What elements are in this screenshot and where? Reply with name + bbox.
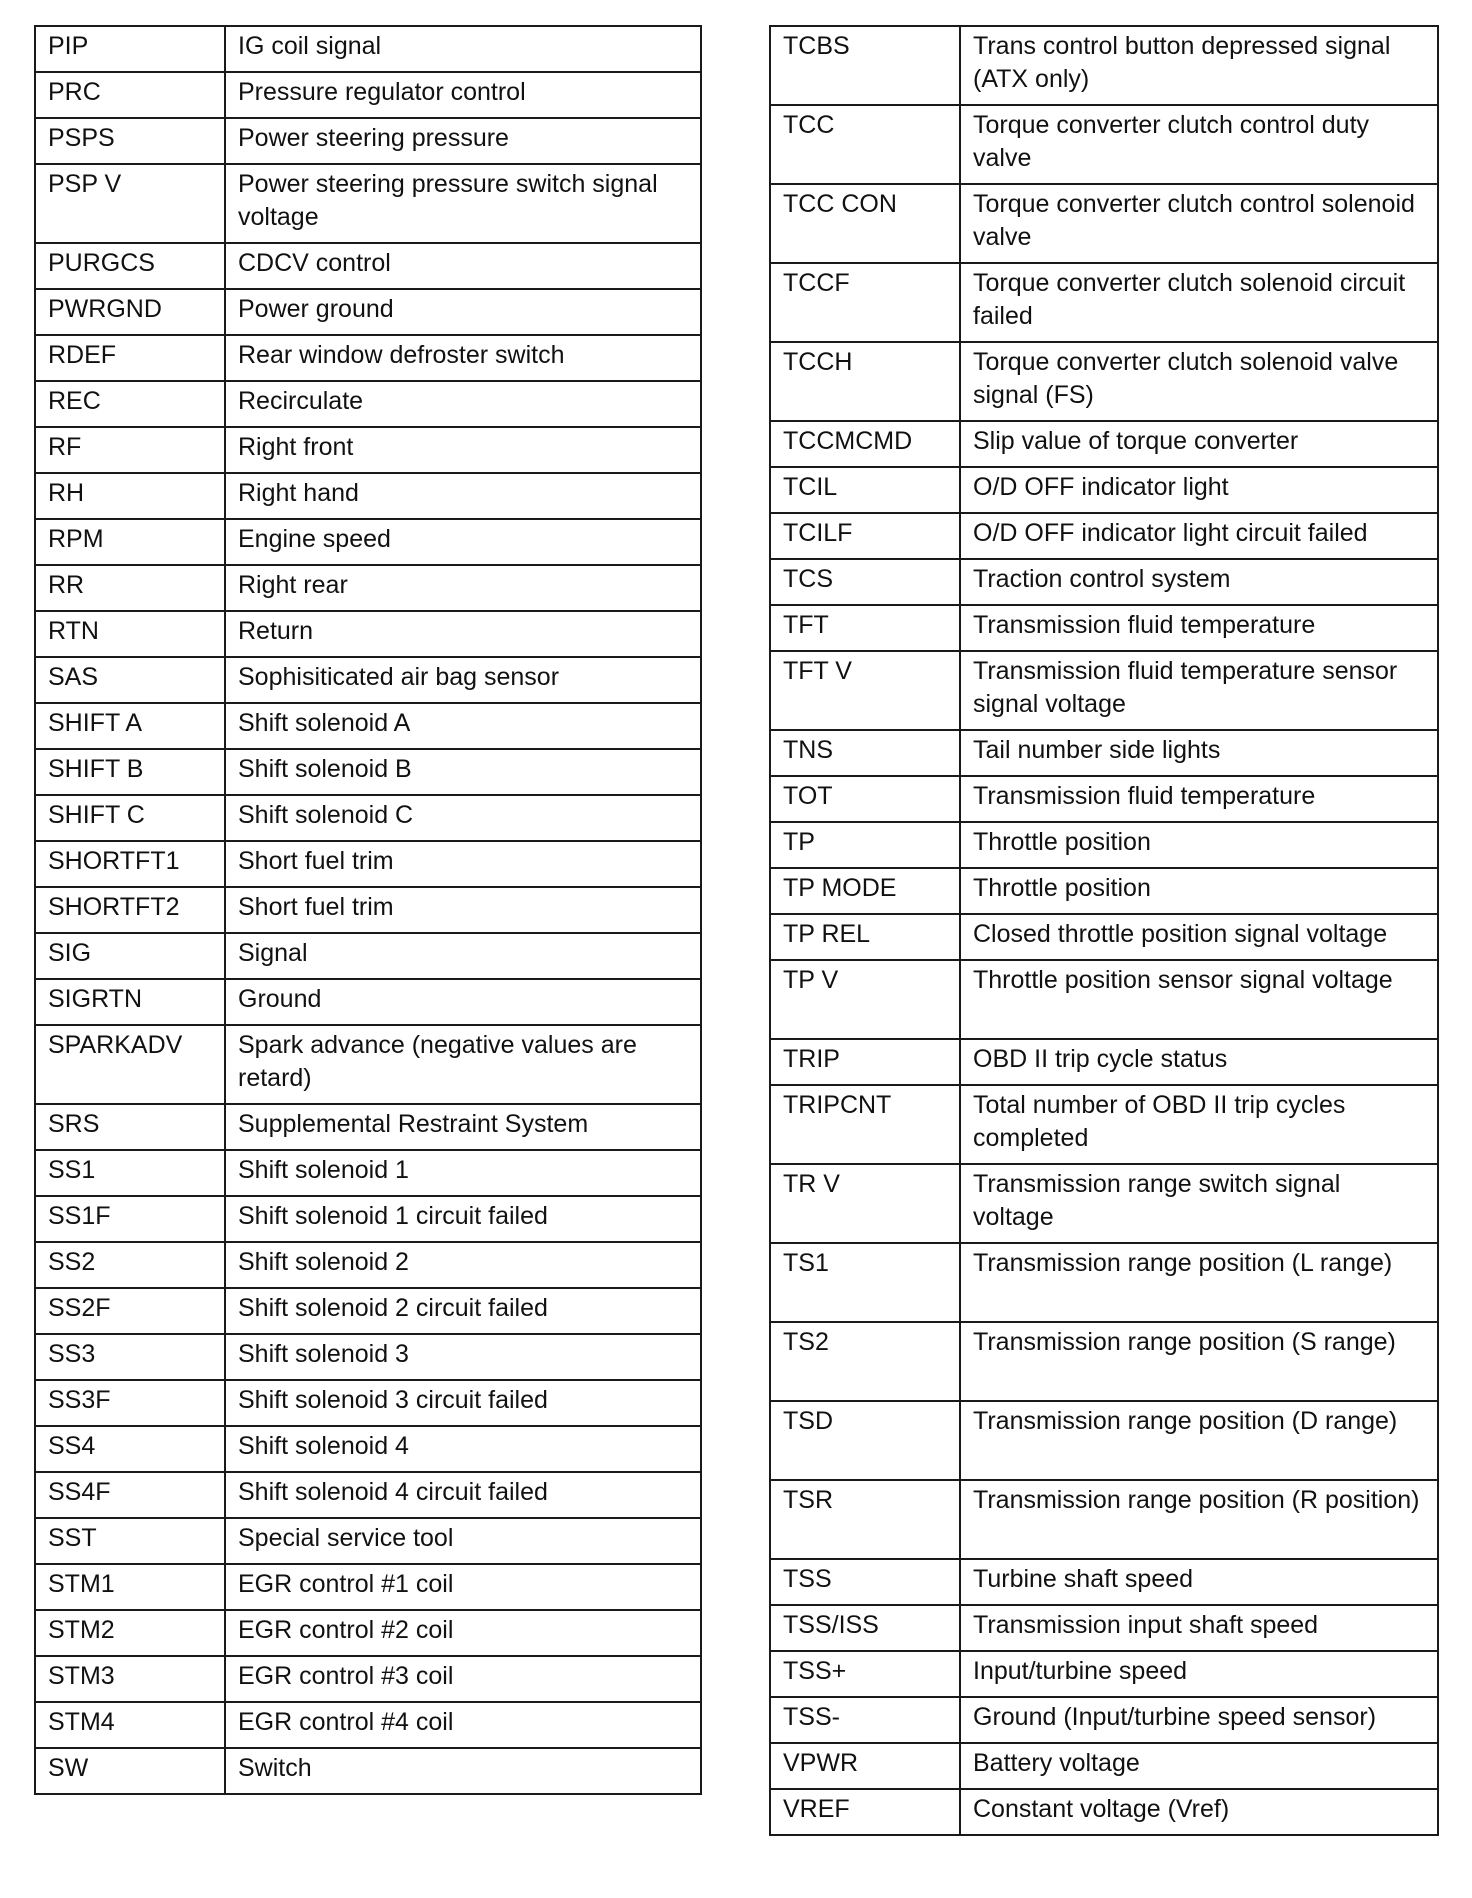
abbr-cell: TSS/ISS <box>770 1605 960 1651</box>
table-row <box>35 1702 701 1748</box>
abbreviation-table-right <box>769 25 1439 1836</box>
desc-cell: Transmission range position (S range) <box>960 1322 1438 1401</box>
desc-cell: Power steering pressure <box>225 118 701 164</box>
abbr-cell: SRS <box>35 1104 225 1150</box>
abbr-cell: PIP <box>35 26 225 72</box>
desc-cell: Short fuel trim <box>225 887 701 933</box>
desc-cell: EGR control #1 coil <box>225 1564 701 1610</box>
table-row <box>35 1564 701 1610</box>
table-row <box>35 1472 701 1518</box>
abbr-cell: TCILF <box>770 513 960 559</box>
table-row <box>770 730 1438 776</box>
desc-cell: Right rear <box>225 565 701 611</box>
abbr-cell: PRC <box>35 72 225 118</box>
table-row <box>770 822 1438 868</box>
table-row <box>770 1697 1438 1743</box>
abbr-cell: SHIFT B <box>35 749 225 795</box>
table-row <box>35 1380 701 1426</box>
abbr-cell: SS2F <box>35 1288 225 1334</box>
abbr-cell: RDEF <box>35 335 225 381</box>
abbr-cell: SHORTFT2 <box>35 887 225 933</box>
abbr-cell: TS2 <box>770 1322 960 1401</box>
table-row <box>770 1243 1438 1322</box>
table-row <box>35 473 701 519</box>
desc-cell: Shift solenoid 4 <box>225 1426 701 1472</box>
abbr-cell: SHIFT A <box>35 703 225 749</box>
desc-cell: Special service tool <box>225 1518 701 1564</box>
desc-cell: Turbine shaft speed <box>960 1559 1438 1605</box>
abbr-cell: SST <box>35 1518 225 1564</box>
desc-cell: Transmission fluid temperature sensor signal voltage <box>960 651 1438 730</box>
desc-cell: Spark advance (negative values are retard) <box>225 1025 701 1104</box>
table-row <box>770 651 1438 730</box>
abbr-cell: RH <box>35 473 225 519</box>
desc-cell: Input/turbine speed <box>960 1651 1438 1697</box>
abbr-cell: STM2 <box>35 1610 225 1656</box>
table-row <box>770 1085 1438 1164</box>
abbr-cell: TSR <box>770 1480 960 1559</box>
table-row <box>35 979 701 1025</box>
abbr-cell: TFT V <box>770 651 960 730</box>
desc-cell: EGR control #3 coil <box>225 1656 701 1702</box>
abbr-cell: SIGRTN <box>35 979 225 1025</box>
abbr-cell: TR V <box>770 1164 960 1243</box>
abbr-cell: TFT <box>770 605 960 651</box>
abbr-cell: TNS <box>770 730 960 776</box>
desc-cell: Battery voltage <box>960 1743 1438 1789</box>
table-row <box>35 519 701 565</box>
desc-cell: Shift solenoid 1 circuit failed <box>225 1196 701 1242</box>
abbr-cell: TCC <box>770 105 960 184</box>
table-row <box>35 611 701 657</box>
abbr-cell: TSS- <box>770 1697 960 1743</box>
abbr-cell: SS3 <box>35 1334 225 1380</box>
abbr-cell: TSS <box>770 1559 960 1605</box>
table-row <box>35 1288 701 1334</box>
desc-cell: Return <box>225 611 701 657</box>
abbr-cell: RTN <box>35 611 225 657</box>
abbr-cell: RF <box>35 427 225 473</box>
table-row <box>35 381 701 427</box>
table-row <box>35 1610 701 1656</box>
desc-cell: Throttle position <box>960 868 1438 914</box>
desc-cell: Slip value of torque converter <box>960 421 1438 467</box>
abbr-cell: TP REL <box>770 914 960 960</box>
table-row <box>35 26 701 72</box>
abbr-cell: SS2 <box>35 1242 225 1288</box>
table-row <box>770 513 1438 559</box>
table-row <box>770 184 1438 263</box>
desc-cell: Recirculate <box>225 381 701 427</box>
table-row <box>770 263 1438 342</box>
abbr-cell: REC <box>35 381 225 427</box>
desc-cell: Sophisiticated air bag sensor <box>225 657 701 703</box>
desc-cell: Engine speed <box>225 519 701 565</box>
abbr-cell: SW <box>35 1748 225 1794</box>
table-row <box>35 1104 701 1150</box>
desc-cell: Ground <box>225 979 701 1025</box>
desc-cell: Shift solenoid A <box>225 703 701 749</box>
abbr-cell: TCBS <box>770 26 960 105</box>
desc-cell: O/D OFF indicator light <box>960 467 1438 513</box>
abbr-cell: TRIPCNT <box>770 1085 960 1164</box>
abbr-cell: TP V <box>770 960 960 1039</box>
abbr-cell: TSD <box>770 1401 960 1480</box>
desc-cell: Pressure regulator control <box>225 72 701 118</box>
table-row <box>35 887 701 933</box>
table-row <box>770 1605 1438 1651</box>
desc-cell: Trans control button depressed signal (ATX only) <box>960 26 1438 105</box>
abbr-cell: PURGCS <box>35 243 225 289</box>
table-row <box>35 243 701 289</box>
abbr-cell: PSPS <box>35 118 225 164</box>
table-row <box>770 467 1438 513</box>
desc-cell: Shift solenoid 1 <box>225 1150 701 1196</box>
table-row <box>35 1150 701 1196</box>
abbr-cell: SS4 <box>35 1426 225 1472</box>
abbr-cell: SS3F <box>35 1380 225 1426</box>
abbr-cell: VPWR <box>770 1743 960 1789</box>
desc-cell: Transmission fluid temperature <box>960 776 1438 822</box>
desc-cell: Shift solenoid 3 <box>225 1334 701 1380</box>
table-row <box>35 657 701 703</box>
table-row <box>770 26 1438 105</box>
desc-cell: Rear window defroster switch <box>225 335 701 381</box>
abbr-cell: TCCH <box>770 342 960 421</box>
table-row <box>35 1334 701 1380</box>
table-row <box>35 565 701 611</box>
table-row <box>770 776 1438 822</box>
table-row <box>770 605 1438 651</box>
table-row <box>770 1789 1438 1835</box>
desc-cell: Transmission range position (R position) <box>960 1480 1438 1559</box>
table-row <box>35 795 701 841</box>
table-row <box>770 960 1438 1039</box>
desc-cell: OBD II trip cycle status <box>960 1039 1438 1085</box>
desc-cell: Signal <box>225 933 701 979</box>
desc-cell: O/D OFF indicator light circuit failed <box>960 513 1438 559</box>
abbr-cell: STM3 <box>35 1656 225 1702</box>
abbr-cell: STM4 <box>35 1702 225 1748</box>
desc-cell: Switch <box>225 1748 701 1794</box>
desc-cell: Closed throttle position signal voltage <box>960 914 1438 960</box>
desc-cell: Shift solenoid 2 circuit failed <box>225 1288 701 1334</box>
abbr-cell: PSP V <box>35 164 225 243</box>
desc-cell: Torque converter clutch solenoid valve signal (FS) <box>960 342 1438 421</box>
abbr-cell: VREF <box>770 1789 960 1835</box>
abbr-cell: TRIP <box>770 1039 960 1085</box>
table-row <box>35 841 701 887</box>
abbr-cell: SHORTFT1 <box>35 841 225 887</box>
abbr-cell: TCS <box>770 559 960 605</box>
abbr-cell: TP <box>770 822 960 868</box>
abbr-cell: TP MODE <box>770 868 960 914</box>
abbr-cell: SS1 <box>35 1150 225 1196</box>
table-row <box>770 1039 1438 1085</box>
desc-cell: Total number of OBD II trip cycles completed <box>960 1085 1438 1164</box>
table-row <box>35 703 701 749</box>
desc-cell: Transmission input shaft speed <box>960 1605 1438 1651</box>
abbr-cell: SIG <box>35 933 225 979</box>
desc-cell: Supplemental Restraint System <box>225 1104 701 1150</box>
table-row <box>770 1743 1438 1789</box>
desc-cell: Shift solenoid 3 circuit failed <box>225 1380 701 1426</box>
abbr-cell: SS1F <box>35 1196 225 1242</box>
table-row <box>35 118 701 164</box>
table-row <box>770 868 1438 914</box>
abbr-cell: SHIFT C <box>35 795 225 841</box>
desc-cell: Torque converter clutch control solenoid valve <box>960 184 1438 263</box>
table-row <box>770 914 1438 960</box>
table-row <box>35 1025 701 1104</box>
desc-cell: Right front <box>225 427 701 473</box>
table-row <box>770 1322 1438 1401</box>
table-row <box>35 1242 701 1288</box>
abbr-cell: TS1 <box>770 1243 960 1322</box>
desc-cell: Transmission range position (D range) <box>960 1401 1438 1480</box>
table-row <box>35 1656 701 1702</box>
table-row <box>35 1748 701 1794</box>
table-row <box>35 289 701 335</box>
table-row <box>35 1518 701 1564</box>
abbreviation-table-left <box>34 25 702 1795</box>
desc-cell: Transmission range position (L range) <box>960 1243 1438 1322</box>
table-row <box>35 1196 701 1242</box>
abbr-cell: TCC CON <box>770 184 960 263</box>
table-row <box>35 749 701 795</box>
table-row <box>35 933 701 979</box>
abbr-cell: RPM <box>35 519 225 565</box>
desc-cell: Shift solenoid C <box>225 795 701 841</box>
abbr-cell: RR <box>35 565 225 611</box>
table-row <box>770 105 1438 184</box>
table-row <box>35 164 701 243</box>
desc-cell: Transmission range switch signal voltage <box>960 1164 1438 1243</box>
desc-cell: Ground (Input/turbine speed sensor) <box>960 1697 1438 1743</box>
table-row <box>35 72 701 118</box>
desc-cell: Shift solenoid B <box>225 749 701 795</box>
table-row <box>770 559 1438 605</box>
abbr-cell: STM1 <box>35 1564 225 1610</box>
desc-cell: EGR control #2 coil <box>225 1610 701 1656</box>
desc-cell: Torque converter clutch control duty valve <box>960 105 1438 184</box>
abbr-cell: TOT <box>770 776 960 822</box>
desc-cell: Transmission fluid temperature <box>960 605 1438 651</box>
desc-cell: IG coil signal <box>225 26 701 72</box>
desc-cell: EGR control #4 coil <box>225 1702 701 1748</box>
desc-cell: Traction control system <box>960 559 1438 605</box>
desc-cell: Tail number side lights <box>960 730 1438 776</box>
desc-cell: Short fuel trim <box>225 841 701 887</box>
desc-cell: Power steering pressure switch signal voltage <box>225 164 701 243</box>
table-row <box>35 1426 701 1472</box>
abbr-cell: TCCMCMD <box>770 421 960 467</box>
abbr-cell: PWRGND <box>35 289 225 335</box>
abbr-cell: SS4F <box>35 1472 225 1518</box>
table-row <box>770 1651 1438 1697</box>
table-row <box>770 421 1438 467</box>
desc-cell: Throttle position <box>960 822 1438 868</box>
desc-cell: Torque converter clutch solenoid circuit failed <box>960 263 1438 342</box>
table-row <box>770 1164 1438 1243</box>
abbr-cell: TSS+ <box>770 1651 960 1697</box>
desc-cell: Shift solenoid 4 circuit failed <box>225 1472 701 1518</box>
table-row <box>770 1401 1438 1480</box>
table-row <box>35 335 701 381</box>
table-row <box>770 1559 1438 1605</box>
desc-cell: Right hand <box>225 473 701 519</box>
desc-cell: Throttle position sensor signal voltage <box>960 960 1438 1039</box>
table-row <box>770 342 1438 421</box>
abbr-cell: TCCF <box>770 263 960 342</box>
desc-cell: Power ground <box>225 289 701 335</box>
abbr-cell: SAS <box>35 657 225 703</box>
desc-cell: Constant voltage (Vref) <box>960 1789 1438 1835</box>
table-row <box>770 1480 1438 1559</box>
desc-cell: CDCV control <box>225 243 701 289</box>
desc-cell: Shift solenoid 2 <box>225 1242 701 1288</box>
abbr-cell: TCIL <box>770 467 960 513</box>
table-row <box>35 427 701 473</box>
abbr-cell: SPARKADV <box>35 1025 225 1104</box>
